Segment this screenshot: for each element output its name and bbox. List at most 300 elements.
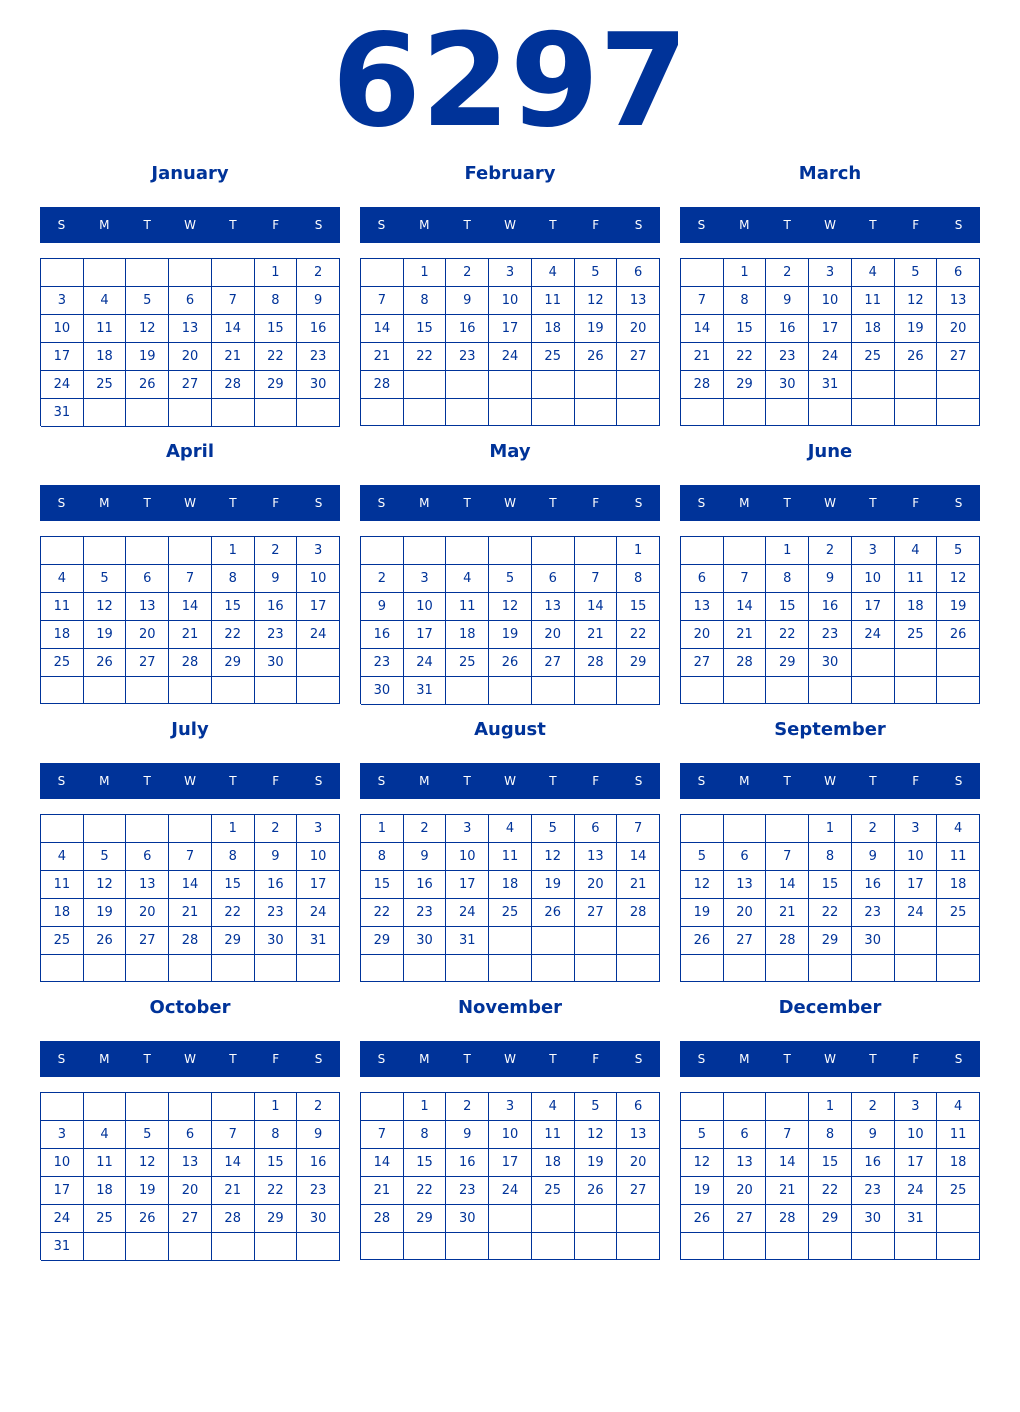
day-cell: 2 (255, 815, 298, 843)
day-cell: 12 (489, 593, 532, 621)
day-cell: 20 (126, 621, 169, 649)
empty-cell (297, 955, 340, 982)
day-cell: 28 (766, 927, 809, 955)
weekday-label: W (824, 1052, 836, 1066)
day-cell: 11 (84, 315, 127, 343)
day-cell: 29 (809, 927, 852, 955)
empty-cell (681, 955, 724, 982)
empty-cell (404, 955, 447, 982)
empty-cell (361, 1093, 404, 1121)
empty-cell (532, 1233, 575, 1260)
day-cell: 31 (41, 1233, 84, 1261)
day-cell: 2 (255, 537, 298, 565)
day-cell: 17 (809, 315, 852, 343)
weekday-header (680, 207, 980, 243)
month-name: March (798, 163, 862, 184)
day-cell: 6 (126, 843, 169, 871)
empty-cell (489, 927, 532, 955)
day-cell: 3 (489, 259, 532, 287)
day-cell: 15 (766, 593, 809, 621)
empty-cell (617, 927, 660, 955)
weekday-label: T (143, 218, 151, 232)
day-cell: 8 (212, 843, 255, 871)
day-cell: 29 (724, 371, 767, 399)
day-cell: 14 (361, 1149, 404, 1177)
day-cell: 31 (446, 927, 489, 955)
day-cell: 10 (297, 843, 340, 871)
day-cell: 16 (852, 1149, 895, 1177)
empty-cell (617, 371, 660, 399)
day-cell: 5 (937, 537, 980, 565)
weekday-label: M (419, 218, 430, 232)
day-cell: 3 (404, 565, 447, 593)
month-name: November (457, 997, 563, 1018)
day-cell: 9 (446, 1121, 489, 1149)
empty-cell (766, 955, 809, 982)
day-cell: 5 (681, 843, 724, 871)
day-cell: 29 (766, 649, 809, 677)
empty-cell (126, 815, 169, 843)
empty-cell (937, 1205, 980, 1233)
day-cell: 30 (297, 371, 340, 399)
day-cell: 27 (617, 1177, 660, 1205)
weekday-label: M (739, 496, 750, 510)
day-cell: 30 (766, 371, 809, 399)
day-cell: 16 (297, 315, 340, 343)
day-cell: 25 (41, 649, 84, 677)
weekday-label: F (592, 496, 600, 510)
weekday-label: F (912, 218, 920, 232)
day-cell: 11 (895, 565, 938, 593)
day-cell: 2 (766, 259, 809, 287)
day-cell: 3 (446, 815, 489, 843)
day-cell: 30 (809, 649, 852, 677)
empty-cell (446, 955, 489, 982)
day-cell: 24 (446, 899, 489, 927)
empty-cell (617, 955, 660, 982)
day-cell: 15 (809, 871, 852, 899)
weekday-label: W (184, 218, 196, 232)
year-title: 6297 (331, 7, 689, 156)
day-cell: 30 (852, 1205, 895, 1233)
day-cell: 18 (532, 315, 575, 343)
empty-cell (41, 537, 84, 565)
day-cell: 21 (361, 343, 404, 371)
day-cell: 23 (446, 343, 489, 371)
day-cell: 31 (404, 677, 447, 705)
empty-cell (852, 677, 895, 704)
day-cell: 7 (169, 843, 212, 871)
empty-cell (84, 1093, 127, 1121)
day-cell: 3 (489, 1093, 532, 1121)
day-cell: 27 (169, 1205, 212, 1233)
day-cell: 12 (126, 315, 169, 343)
empty-cell (489, 399, 532, 426)
day-cell: 4 (446, 565, 489, 593)
weekday-label: T (869, 218, 877, 232)
day-cell: 24 (895, 899, 938, 927)
empty-cell (937, 649, 980, 677)
empty-cell (212, 1233, 255, 1261)
empty-cell (489, 677, 532, 705)
day-cell: 5 (489, 565, 532, 593)
empty-cell (361, 1233, 404, 1260)
month-name: September (774, 719, 886, 740)
day-cell: 17 (41, 1177, 84, 1205)
empty-cell (84, 677, 127, 704)
day-cell: 28 (169, 649, 212, 677)
weekday-label: W (824, 218, 836, 232)
weekday-label: S (377, 496, 386, 510)
day-cell: 2 (852, 1093, 895, 1121)
day-cell: 8 (766, 565, 809, 593)
day-cell: 17 (895, 871, 938, 899)
day-cell: 23 (297, 343, 340, 371)
day-cell: 19 (575, 315, 618, 343)
empty-cell (84, 955, 127, 982)
day-cell: 9 (766, 287, 809, 315)
day-cell: 29 (212, 927, 255, 955)
empty-cell (297, 399, 340, 427)
weekday-label: W (504, 1052, 516, 1066)
day-cell: 23 (852, 899, 895, 927)
day-cell: 3 (41, 287, 84, 315)
day-cell: 21 (212, 343, 255, 371)
day-cell: 13 (937, 287, 980, 315)
month-name: July (171, 719, 209, 740)
weekday-label: S (697, 218, 706, 232)
day-cell: 26 (937, 621, 980, 649)
day-cell: 20 (169, 1177, 212, 1205)
day-cell: 1 (212, 537, 255, 565)
day-cell: 31 (41, 399, 84, 427)
day-cell: 19 (681, 1177, 724, 1205)
day-cell: 15 (212, 871, 255, 899)
day-cell: 21 (724, 621, 767, 649)
weekday-label: W (824, 774, 836, 788)
empty-cell (681, 1233, 724, 1260)
empty-cell (404, 537, 447, 565)
day-cell: 22 (766, 621, 809, 649)
empty-cell (809, 1233, 852, 1260)
weekday-label: T (869, 1052, 877, 1066)
empty-cell (766, 1233, 809, 1260)
day-cell: 4 (895, 537, 938, 565)
day-cell: 30 (852, 927, 895, 955)
day-cell: 29 (404, 1205, 447, 1233)
empty-cell (575, 537, 618, 565)
day-cell: 20 (532, 621, 575, 649)
day-cell: 25 (532, 343, 575, 371)
day-cell: 19 (489, 621, 532, 649)
day-cell: 7 (361, 1121, 404, 1149)
day-cell: 14 (361, 315, 404, 343)
day-cell: 10 (41, 315, 84, 343)
day-grid (680, 814, 980, 982)
day-cell: 18 (84, 1177, 127, 1205)
day-cell: 26 (681, 927, 724, 955)
empty-cell (489, 371, 532, 399)
day-cell: 3 (895, 1093, 938, 1121)
weekday-label: M (739, 218, 750, 232)
empty-cell (126, 1233, 169, 1261)
day-cell: 22 (212, 621, 255, 649)
day-cell: 4 (937, 815, 980, 843)
weekday-label: W (504, 774, 516, 788)
day-cell: 29 (212, 649, 255, 677)
day-cell: 15 (404, 1149, 447, 1177)
day-cell: 20 (169, 343, 212, 371)
day-cell: 1 (809, 815, 852, 843)
empty-cell (404, 399, 447, 426)
empty-cell (84, 399, 127, 427)
day-cell: 16 (361, 621, 404, 649)
day-cell: 31 (297, 927, 340, 955)
weekday-label: S (57, 774, 66, 788)
day-cell: 20 (617, 315, 660, 343)
day-cell: 15 (255, 315, 298, 343)
day-cell: 28 (681, 371, 724, 399)
day-cell: 14 (212, 1149, 255, 1177)
weekday-label: M (419, 774, 430, 788)
empty-cell (297, 649, 340, 677)
empty-cell (575, 677, 618, 705)
day-cell: 30 (446, 1205, 489, 1233)
empty-cell (895, 649, 938, 677)
empty-cell (446, 1233, 489, 1260)
weekday-label: W (184, 774, 196, 788)
day-cell: 26 (489, 649, 532, 677)
weekday-label: F (272, 1052, 280, 1066)
day-cell: 17 (852, 593, 895, 621)
empty-cell (766, 815, 809, 843)
day-cell: 2 (446, 1093, 489, 1121)
day-cell: 16 (297, 1149, 340, 1177)
empty-cell (532, 1205, 575, 1233)
day-cell: 7 (169, 565, 212, 593)
day-cell: 27 (617, 343, 660, 371)
day-cell: 13 (617, 1121, 660, 1149)
weekday-label: M (739, 1052, 750, 1066)
weekday-label: S (634, 496, 643, 510)
day-cell: 14 (766, 1149, 809, 1177)
empty-cell (169, 955, 212, 982)
empty-cell (852, 649, 895, 677)
day-cell: 19 (84, 899, 127, 927)
month-name: October (149, 997, 231, 1018)
day-grid (680, 536, 980, 704)
empty-cell (937, 927, 980, 955)
day-cell: 11 (532, 287, 575, 315)
day-cell: 16 (852, 871, 895, 899)
day-cell: 20 (126, 899, 169, 927)
day-cell: 6 (724, 843, 767, 871)
day-cell: 25 (532, 1177, 575, 1205)
empty-cell (532, 371, 575, 399)
weekday-label: M (99, 218, 110, 232)
day-cell: 5 (575, 259, 618, 287)
day-cell: 4 (41, 565, 84, 593)
day-cell: 27 (681, 649, 724, 677)
day-cell: 4 (41, 843, 84, 871)
empty-cell (937, 677, 980, 704)
empty-cell (84, 537, 127, 565)
day-cell: 16 (255, 593, 298, 621)
day-cell: 19 (532, 871, 575, 899)
day-cell: 9 (361, 593, 404, 621)
empty-cell (212, 677, 255, 704)
weekday-label: S (314, 496, 323, 510)
day-cell: 6 (575, 815, 618, 843)
day-cell: 19 (126, 343, 169, 371)
day-cell: 23 (446, 1177, 489, 1205)
weekday-label: S (954, 774, 963, 788)
day-cell: 11 (446, 593, 489, 621)
day-cell: 15 (809, 1149, 852, 1177)
day-cell: 30 (255, 649, 298, 677)
day-cell: 17 (446, 871, 489, 899)
day-cell: 2 (852, 815, 895, 843)
day-cell: 21 (169, 621, 212, 649)
day-grid (40, 1092, 340, 1260)
day-cell: 7 (361, 287, 404, 315)
empty-cell (489, 1205, 532, 1233)
day-cell: 26 (575, 343, 618, 371)
day-cell: 12 (575, 287, 618, 315)
day-cell: 29 (617, 649, 660, 677)
empty-cell (84, 1233, 127, 1261)
day-grid (680, 1092, 980, 1260)
day-cell: 2 (446, 259, 489, 287)
empty-cell (937, 955, 980, 982)
day-cell: 18 (41, 899, 84, 927)
day-cell: 23 (297, 1177, 340, 1205)
day-cell: 24 (297, 621, 340, 649)
empty-cell (255, 955, 298, 982)
day-cell: 11 (489, 843, 532, 871)
weekday-label: M (99, 1052, 110, 1066)
day-cell: 30 (297, 1205, 340, 1233)
empty-cell (255, 399, 298, 427)
day-cell: 26 (681, 1205, 724, 1233)
day-cell: 6 (126, 565, 169, 593)
day-cell: 5 (532, 815, 575, 843)
day-cell: 28 (575, 649, 618, 677)
empty-cell (446, 371, 489, 399)
day-cell: 31 (895, 1205, 938, 1233)
day-cell: 5 (575, 1093, 618, 1121)
day-cell: 6 (724, 1121, 767, 1149)
day-cell: 26 (575, 1177, 618, 1205)
empty-cell (617, 1205, 660, 1233)
day-cell: 9 (255, 843, 298, 871)
day-cell: 24 (852, 621, 895, 649)
weekday-header (40, 485, 340, 521)
day-cell: 10 (297, 565, 340, 593)
day-cell: 22 (404, 343, 447, 371)
day-cell: 6 (617, 259, 660, 287)
weekday-label: M (419, 1052, 430, 1066)
day-cell: 24 (489, 343, 532, 371)
day-cell: 27 (937, 343, 980, 371)
empty-cell (575, 1233, 618, 1260)
day-cell: 18 (895, 593, 938, 621)
day-cell: 4 (532, 1093, 575, 1121)
day-cell: 23 (255, 899, 298, 927)
day-cell: 28 (212, 371, 255, 399)
day-cell: 19 (575, 1149, 618, 1177)
day-cell: 5 (126, 1121, 169, 1149)
day-cell: 18 (852, 315, 895, 343)
weekday-label: F (272, 774, 280, 788)
empty-cell (532, 927, 575, 955)
weekday-header (40, 1041, 340, 1077)
day-cell: 9 (297, 1121, 340, 1149)
empty-cell (126, 1093, 169, 1121)
weekday-header (360, 763, 660, 799)
weekday-label: S (377, 218, 386, 232)
day-cell: 6 (169, 287, 212, 315)
day-cell: 28 (212, 1205, 255, 1233)
weekday-label: S (314, 1052, 323, 1066)
day-cell: 21 (212, 1177, 255, 1205)
day-cell: 6 (681, 565, 724, 593)
day-cell: 8 (361, 843, 404, 871)
day-cell: 29 (361, 927, 404, 955)
day-cell: 7 (724, 565, 767, 593)
day-cell: 20 (617, 1149, 660, 1177)
day-cell: 21 (361, 1177, 404, 1205)
day-cell: 8 (255, 1121, 298, 1149)
day-cell: 16 (809, 593, 852, 621)
empty-cell (575, 955, 618, 982)
weekday-label: T (549, 1052, 557, 1066)
weekday-label: T (463, 1052, 471, 1066)
day-cell: 28 (724, 649, 767, 677)
empty-cell (809, 955, 852, 982)
day-cell: 25 (489, 899, 532, 927)
empty-cell (361, 955, 404, 982)
empty-cell (575, 1205, 618, 1233)
day-cell: 9 (446, 287, 489, 315)
empty-cell (361, 399, 404, 426)
day-cell: 25 (41, 927, 84, 955)
weekday-label: M (419, 496, 430, 510)
day-cell: 31 (809, 371, 852, 399)
weekday-label: S (697, 1052, 706, 1066)
empty-cell (169, 677, 212, 704)
empty-cell (937, 371, 980, 399)
day-cell: 20 (937, 315, 980, 343)
empty-cell (41, 259, 84, 287)
day-cell: 27 (169, 371, 212, 399)
weekday-label: T (549, 496, 557, 510)
day-cell: 23 (852, 1177, 895, 1205)
day-cell: 23 (361, 649, 404, 677)
day-cell: 14 (169, 871, 212, 899)
empty-cell (212, 259, 255, 287)
weekday-label: W (184, 1052, 196, 1066)
day-cell: 4 (852, 259, 895, 287)
day-cell: 5 (126, 287, 169, 315)
day-cell: 9 (852, 843, 895, 871)
day-cell: 21 (617, 871, 660, 899)
day-cell: 1 (617, 537, 660, 565)
weekday-label: F (592, 1052, 600, 1066)
empty-cell (724, 537, 767, 565)
weekday-label: S (314, 218, 323, 232)
empty-cell (809, 399, 852, 426)
